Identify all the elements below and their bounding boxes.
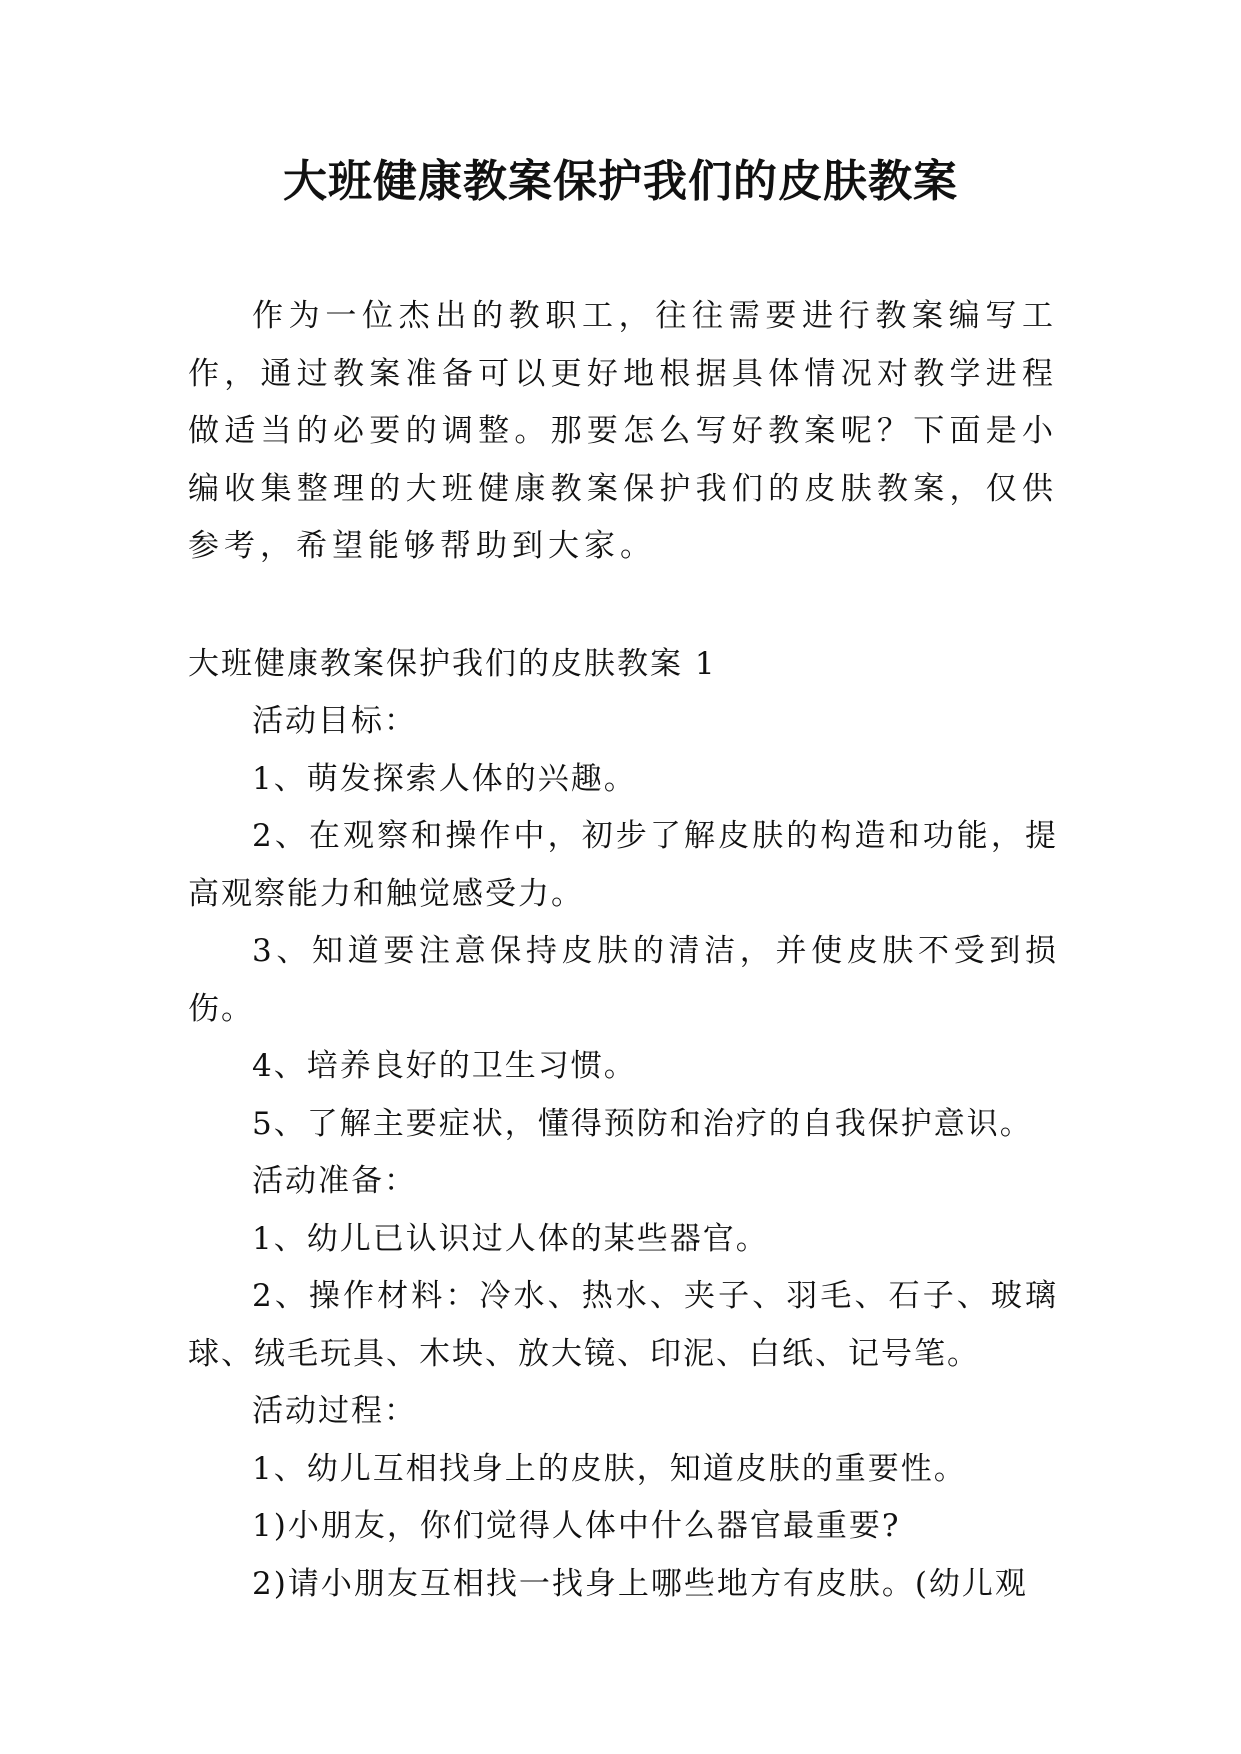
process-subitem-1: 1)小朋友，你们觉得人体中什么器官最重要? — [252, 1508, 901, 1544]
preparation-item-1: 1、幼儿已认识过人体的某些器官。 — [252, 1220, 769, 1257]
section-body — [188, 693, 1058, 1613]
process-subitem-2: 2)请小朋友互相找一找身上哪些地方有皮肤。(幼儿观 — [252, 1565, 1028, 1602]
heading-activity-process: 活动过程： — [252, 1393, 417, 1429]
document-title: 大班健康教案保护我们的皮肤教案 — [283, 156, 958, 207]
goal-item-5: 5、了解主要症状，懂得预防和治疗的自我保护意识。 — [252, 1105, 1033, 1142]
heading-activity-goals: 活动目标： — [252, 703, 417, 739]
preparation-item-2: 2、操作材料：冷水、热水、夹子、羽毛、石子、玻璃球、绒毛玩具、木块、放大镜、印泥、白纸、记号笔。 — [188, 1278, 1058, 1372]
process-item-1: 1、幼儿互相找身上的皮肤，知道皮肤的重要性。 — [252, 1450, 967, 1487]
goal-item-1: 1、萌发探索人体的兴趣。 — [252, 760, 637, 797]
section-title: 大班健康教案保护我们的皮肤教案 1 — [188, 646, 717, 682]
goal-item-3: 3、知道要注意保持皮肤的清洁，并使皮肤不受到损伤。 — [188, 933, 1058, 1027]
intro-paragraph: 作为一位杰出的教职工，往往需要进行教案编写工作，通过教案准备可以更好地根据具体情况对教学进程做适当的必要的调整。那要怎么写好教案呢？下面是小编收集整理的大班健康教案保护我们的皮肤教案，仅供参考，希望能够帮助到大家。 — [188, 298, 1058, 564]
goal-item-4: 4、培养良好的卫生习惯。 — [252, 1048, 637, 1084]
heading-activity-preparation: 活动准备： — [252, 1163, 417, 1199]
goal-item-2: 2、在观察和操作中，初步了解皮肤的构造和功能，提高观察能力和触觉感受力。 — [188, 818, 1058, 912]
